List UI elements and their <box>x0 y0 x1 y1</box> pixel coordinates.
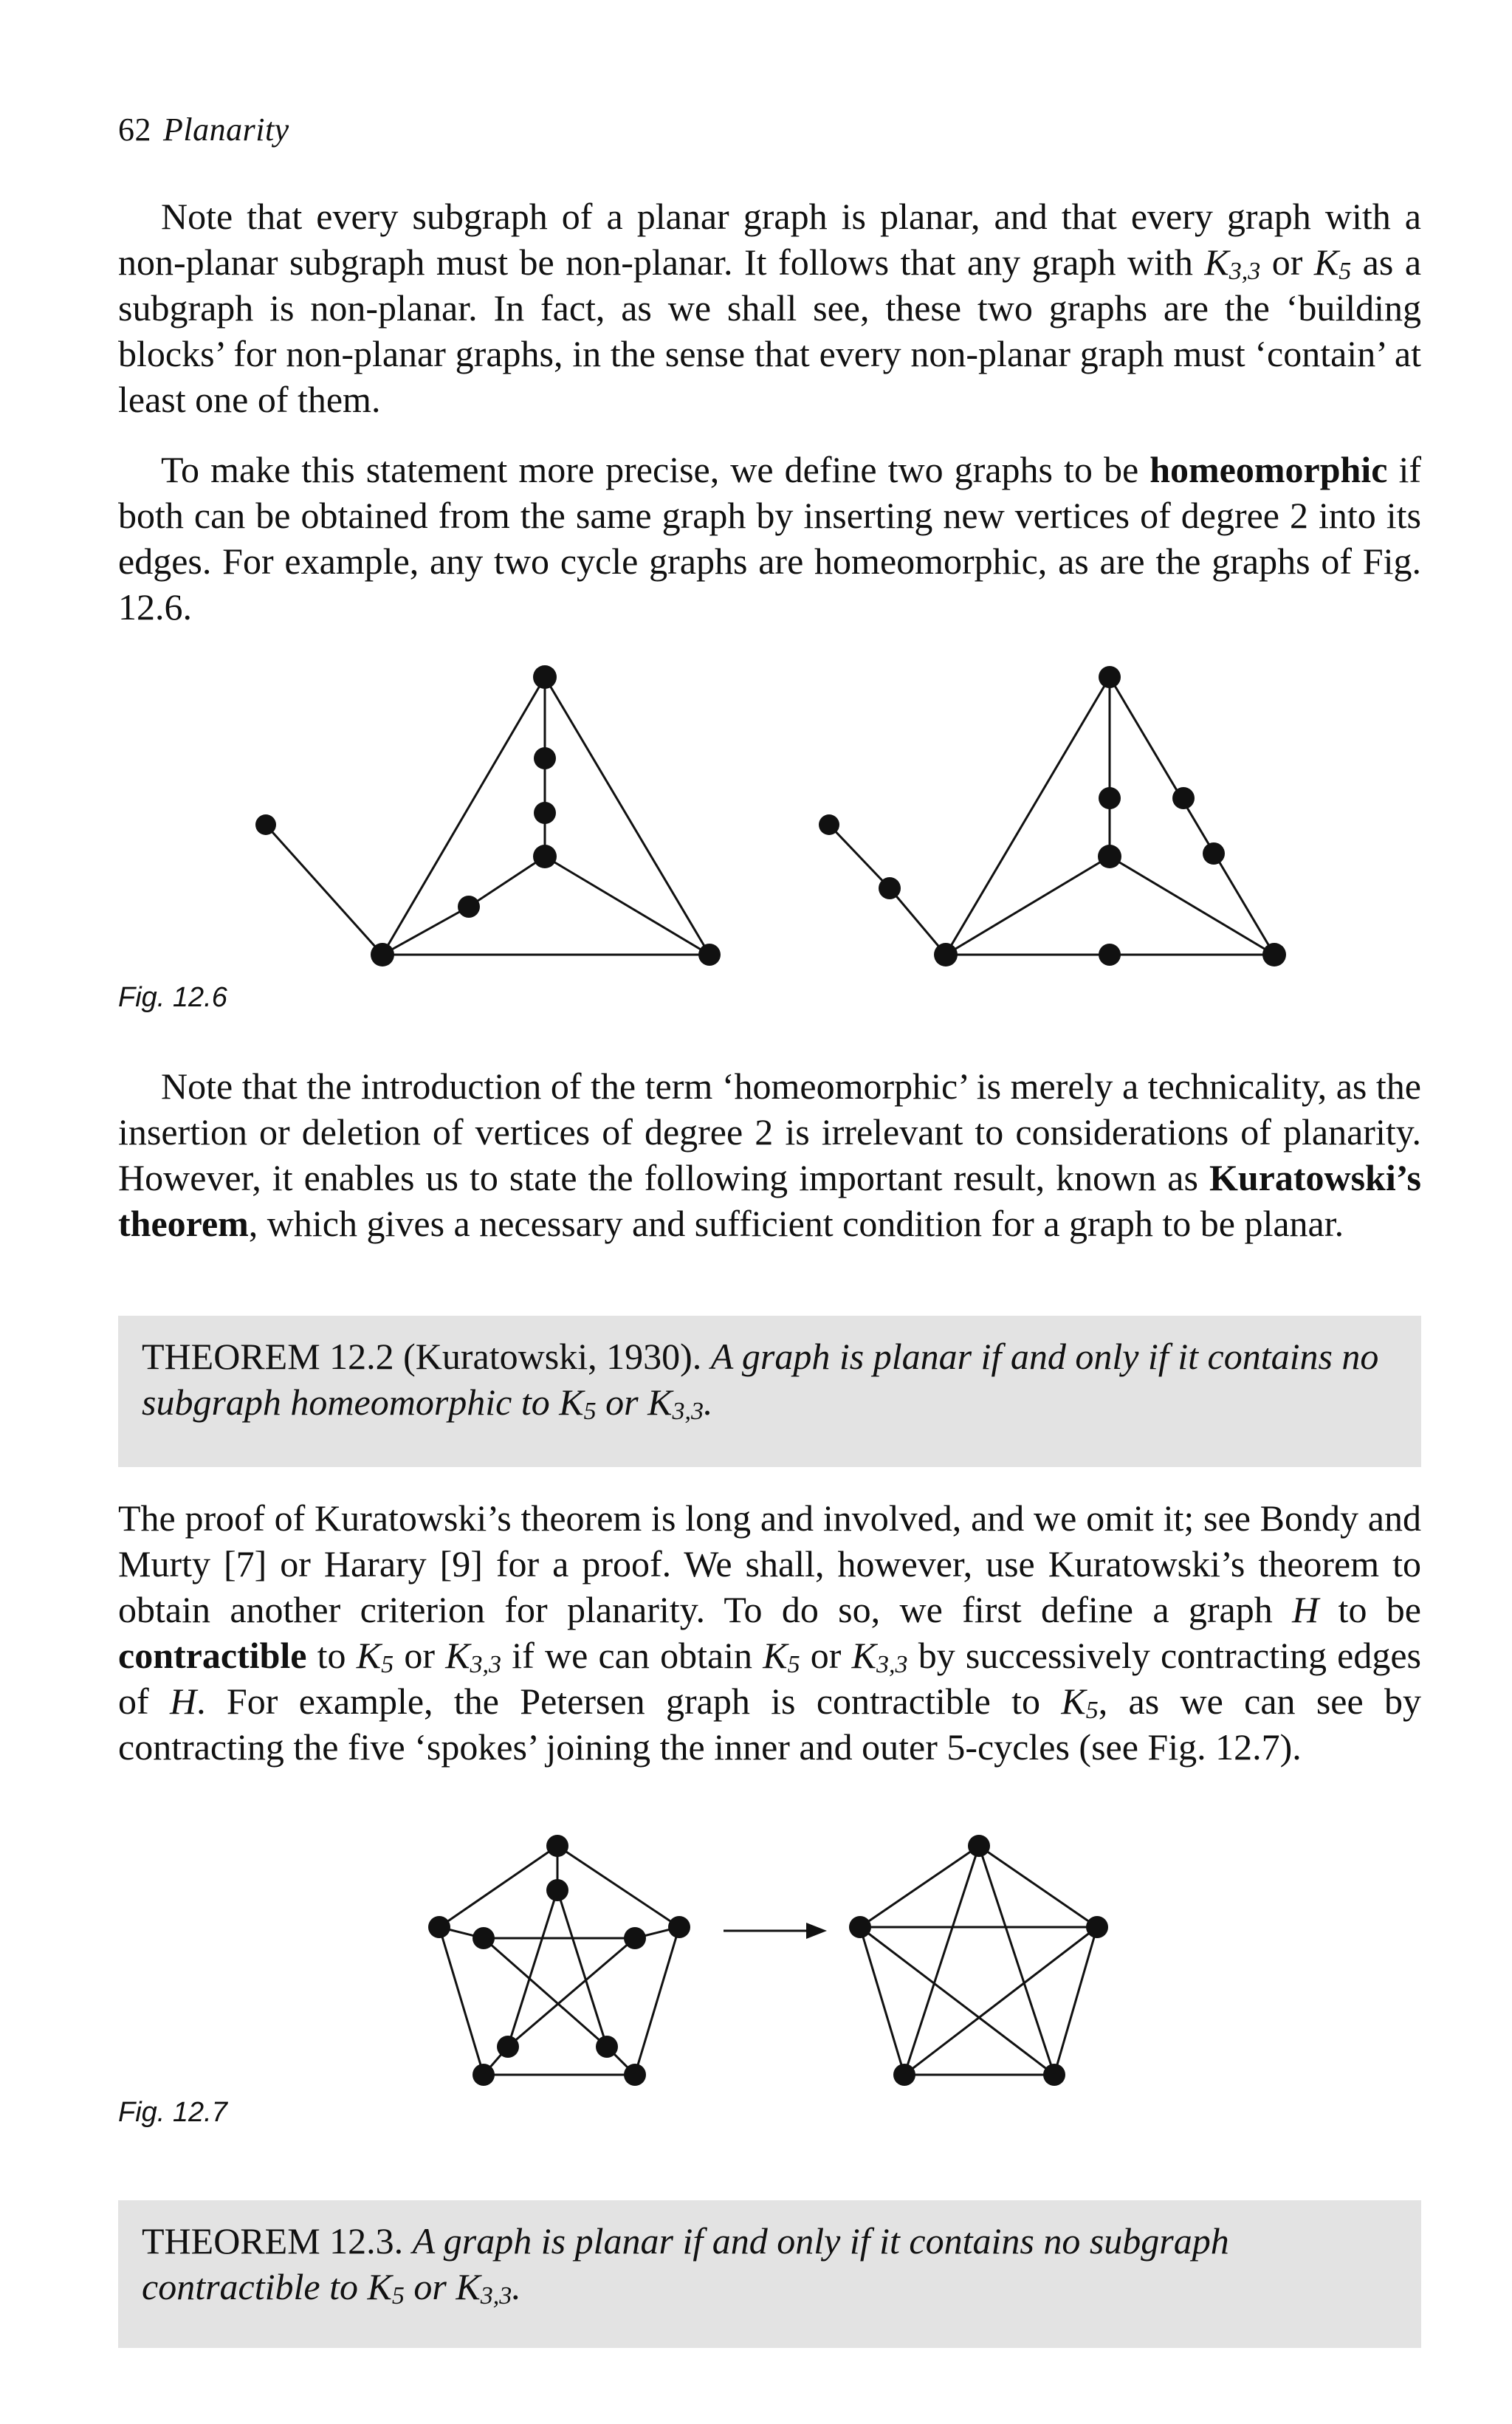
k5-graph <box>849 1835 1108 2086</box>
theorem-12-3 <box>118 2200 1421 2348</box>
term-contractible: contractible <box>118 1635 307 1676</box>
theorem-12-3-statement: A graph is planar if and only if it contains no subgraph contractible to $K_5$ or $K_{3,3}$. <box>142 2220 1229 2310</box>
petersen-graph <box>428 1835 690 2086</box>
paragraph-4: The proof of Kuratowski’s theorem is long and involved, and we omit it; see Bondy and Murty [7] or Harary [9] for a proof. We shall, however, use Kuratowski’s theorem to obtain another criterion for planarity. To do so, we first define a graph H to be contractible to $K_5$ or $K_{3,3}$ if we can obtain $K_5$ or $K_{3,3}$ by successively contracting edges of H. For example, the Petersen graph is contractible to $K_5$, as we can see by contracting the five ‘spokes’ joining the inner and outer 5-cycles (see Fig. 12.7). <box>118 1497 1422 1768</box>
theorem-12-3-label: THEOREM 12.3. <box>142 2220 404 2262</box>
term-homeomorphic: homeomorphic <box>1150 449 1388 490</box>
running-head <box>118 111 289 148</box>
term-kuratowski-theorem: Kuratowski’s theorem <box>118 1157 1421 1244</box>
fig126-right-graph <box>819 666 1286 966</box>
fig-12-6-caption: Fig. 12.6 <box>118 982 227 1013</box>
theorem-12-2-label: THEOREM 12.2 (Kuratowski, 1930). <box>142 1336 702 1377</box>
paragraph-3: Note that the introduction of the term ‘homeomorphic’ is merely a technicality, as the insertion or deletion of vertices of degree 2 is irrelevant to considerations of planarity. However, it enables us to state the following important result, known as Kuratowski’s theorem, which gives a necessary and sufficient condition for a graph to be planar. <box>118 1065 1421 1244</box>
figure-12-6 <box>221 650 1329 975</box>
figure-12-7 <box>413 1824 1152 2104</box>
fig-12-7-caption: Fig. 12.7 <box>118 2097 227 2128</box>
contraction-arrow <box>724 1923 827 1939</box>
theorem-12-2 <box>118 1316 1421 1467</box>
paragraph-2: To make this statement more precise, we define two graphs to be homeomorphic if both can be obtained from the same graph by inserting new vertices of degree 2 into its edges. For example, any two cycle graphs are homeomorphic, as are the graphs of Fig. 12.6. <box>118 449 1421 628</box>
chapter-title: Planarity <box>163 111 289 148</box>
fig126-left-graph <box>255 665 721 966</box>
paragraph-1: Note that every subgraph of a planar graph is planar, and that every graph with a non-planar subgraph must be non-planar. It follows that any graph with $K_{3,3}$ or $K_5$ as a subgraph is non-planar. In fact, as we shall see, these two graphs are the ‘building blocks’ for non-planar graphs, in the sense that every non-planar graph must ‘contain’ at least one of them. <box>118 196 1422 420</box>
theorem-12-2-statement: A graph is planar if and only if it contains no subgraph homeomorphic to $K_5$ or $K_{3,3}$. <box>142 1336 1379 1425</box>
page-number: 62 <box>118 111 151 148</box>
